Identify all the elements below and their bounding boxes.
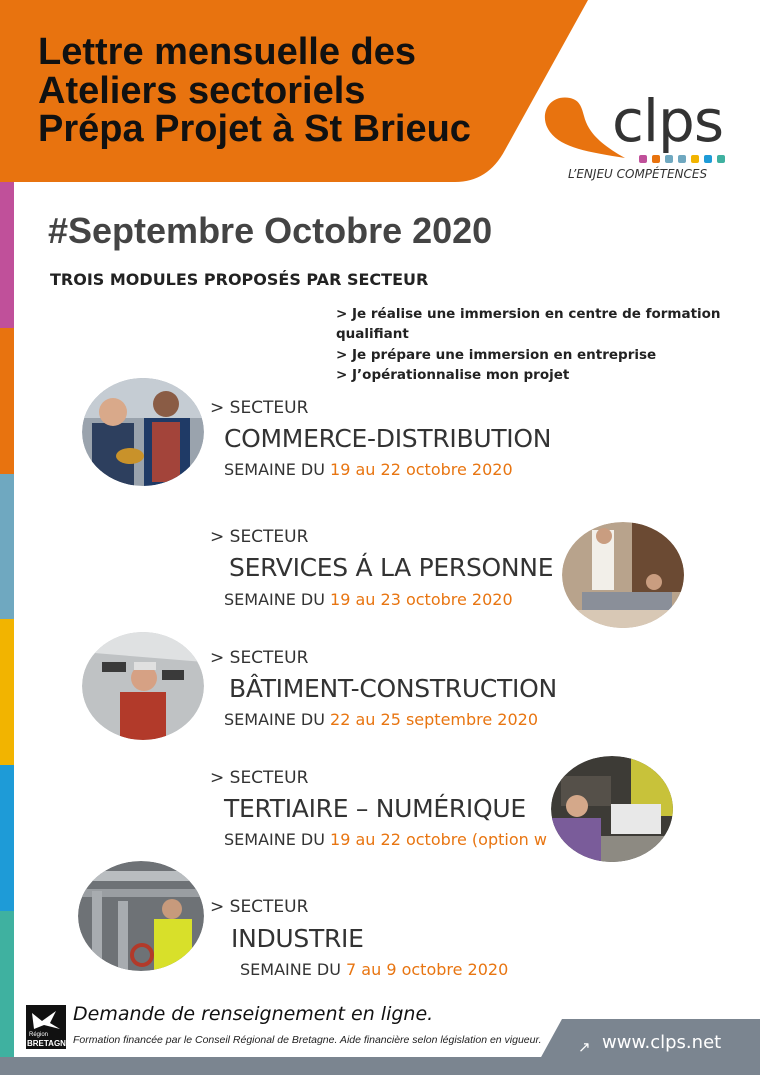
newsletter-title-line-2: Ateliers sectoriels [38,70,366,112]
newsletter-title-line-1: Lettre mensuelle des [38,31,417,73]
website-link[interactable]: www.clps.net [602,1032,722,1053]
footer-bar [0,1057,760,1075]
sector-prefix: > SECTEUR [210,897,309,917]
issue-title: #Septembre Octobre 2020 [48,210,493,251]
sector-prefix: > SECTEUR [210,768,309,788]
side-stripe [0,619,14,765]
region-label-bottom: BRETAGNE [27,1039,72,1048]
sector-name-batiment: BÂTIMENT-CONSTRUCTION [229,674,557,703]
arrow-up-right-icon: ↗ [578,1038,591,1056]
region-label-top: Région [29,1032,49,1038]
logo-dot [652,155,660,163]
caregiver-photo [562,522,684,628]
sector-name-commerce: COMMERCE-DISTRIBUTION [224,424,552,453]
sector-dates: 22 au 25 septembre 2020 [330,710,539,729]
sector-week: SEMAINE DU 7 au 9 octobre 2020 [240,960,509,979]
side-stripe [0,182,14,328]
sector-dates: 19 au 22 octobre (option w [330,830,547,849]
salesman-customer-photo [82,378,204,486]
module-item: > J’opérationnalise mon projet [336,367,570,383]
logo-dot [678,155,686,163]
construction-worker-photo [82,632,204,740]
sector-name-services: SERVICES Á LA PERSONNE [229,553,554,582]
info-request-link[interactable]: Demande de renseignement en ligne. [73,1003,434,1025]
sector-week: SEMAINE DU 19 au 22 octobre 2020 [224,460,513,479]
side-stripe [0,474,14,619]
logo-dot [704,155,712,163]
module-item: > Je prépare une immersion en entreprise [336,347,657,363]
sector-dates: 19 au 23 octobre 2020 [330,590,513,609]
sector-dates: 19 au 22 octobre 2020 [330,460,513,479]
brand-tagline: L’ENJEU COMPÉTENCES [568,167,708,181]
sector-name-industrie: INDUSTRIE [231,924,364,953]
region-bretagne-logo [26,1005,72,1049]
side-stripe [0,765,14,911]
logo-dot [691,155,699,163]
sector-dates: 7 au 9 octobre 2020 [346,960,509,979]
sector-prefix: > SECTEUR [210,398,309,418]
module-item: qualifiant [336,326,409,342]
sector-prefix: > SECTEUR [210,648,309,668]
sector-prefix: > SECTEUR [210,527,309,547]
logo-dot [639,155,647,163]
side-stripe [0,328,14,474]
sector-name-tertiaire: TERTIAIRE – NUMÉRIQUE [224,794,526,823]
industrial-worker-photo [78,861,204,971]
funding-notice: Formation financée par le Conseil Régional de Bretagne. Aide financière selon législation en vigueur. [73,1034,542,1046]
region-flag-icon [26,1007,66,1033]
sector-week: SEMAINE DU 19 au 23 octobre 2020 [224,590,513,609]
issue-subtitle: TROIS MODULES PROPOSÉS PAR SECTEUR [50,270,429,289]
office-worker-photo [551,756,673,862]
newsletter-title-line-3: Prépa Projet à St Brieuc [38,108,471,150]
module-item: > Je réalise une immersion en centre de formation [336,306,721,322]
side-stripe [0,911,14,1057]
logo-dot [717,155,725,163]
sector-week: SEMAINE DU 19 au 22 octobre (option w [224,830,547,849]
brand-name: clps [612,87,724,155]
sector-week: SEMAINE DU 22 au 25 septembre 2020 [224,710,539,729]
logo-dot [665,155,673,163]
